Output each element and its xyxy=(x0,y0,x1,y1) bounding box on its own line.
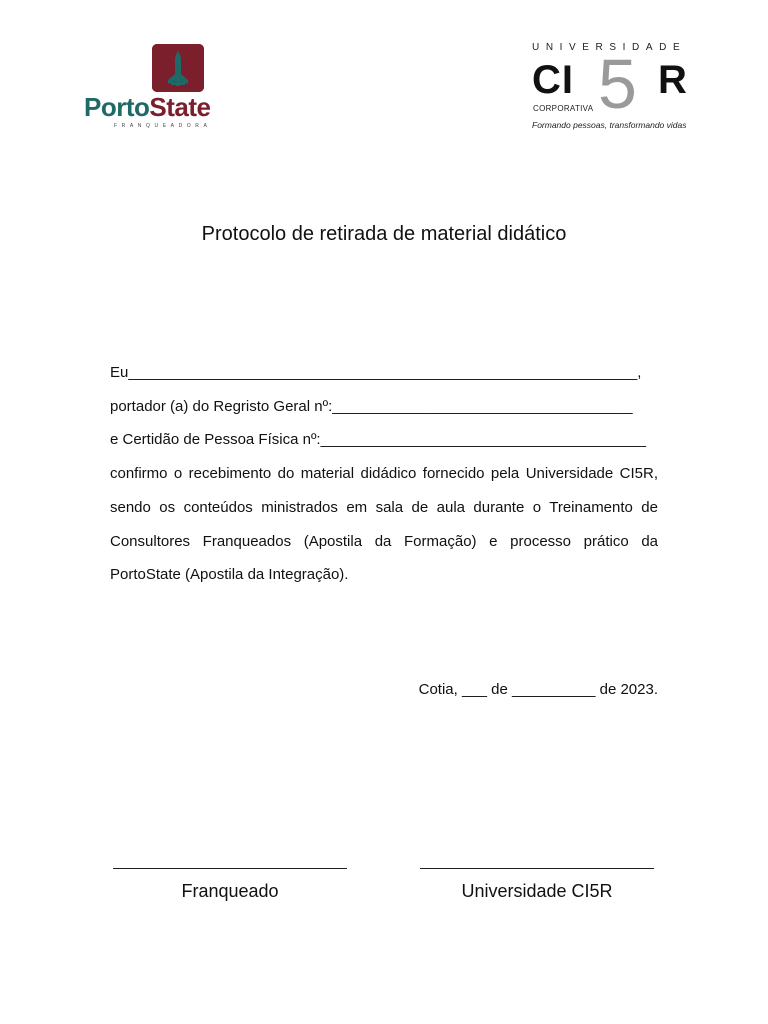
ci5r-corporativa: CORPORATIVA xyxy=(533,104,594,113)
ci5r-r: R xyxy=(658,58,687,102)
signature-label: Franqueado xyxy=(181,881,279,901)
signature-universidade xyxy=(416,852,658,902)
ci5r-ci: CI xyxy=(532,58,574,102)
signature-label: Universidade CI5R xyxy=(461,881,613,901)
ci5r-top-text: UNIVERSIDADE xyxy=(532,42,687,53)
confirmation-paragraph: confirmo o recebimento do material didádico fornecido pela Universidade CI5R, sendo os conteúdos ministrados em sala de aula durante o Treinamento de Consultores Franqueados (Apostila da Formação) e processo prático da PortoState (Apostila da Integração). xyxy=(110,465,658,584)
portostate-wordmark xyxy=(84,92,210,122)
cpf-line: e Certidão de Pessoa Física nº:_______________________________________ xyxy=(110,431,646,449)
ci5r-five: 5 xyxy=(598,45,637,123)
ci5r-slogan: Formando pessoas, transformando vidas xyxy=(532,120,687,130)
signature-line: ____________________________ xyxy=(420,853,654,870)
signature-line: ____________________________ xyxy=(113,853,347,870)
wordmark-state: State xyxy=(149,92,211,122)
document-title: Protocolo de retirada de material didático xyxy=(201,223,567,245)
rocket-emblem-icon xyxy=(152,44,204,92)
rg-line: portador (a) do Regristo Geral nº:____________________________________ xyxy=(110,397,633,415)
document-body xyxy=(110,356,658,592)
signature-franqueado xyxy=(109,852,351,902)
portostate-logo xyxy=(84,44,274,130)
name-line: Eu_____________________________________________________________, xyxy=(110,364,642,381)
date-line: Cotia, ___ de __________ de 2023. xyxy=(418,681,658,698)
portostate-tagline: FRANQUEADORA xyxy=(114,123,212,129)
wordmark-porto: Porto xyxy=(84,92,150,122)
ci5r-logo xyxy=(528,40,698,136)
